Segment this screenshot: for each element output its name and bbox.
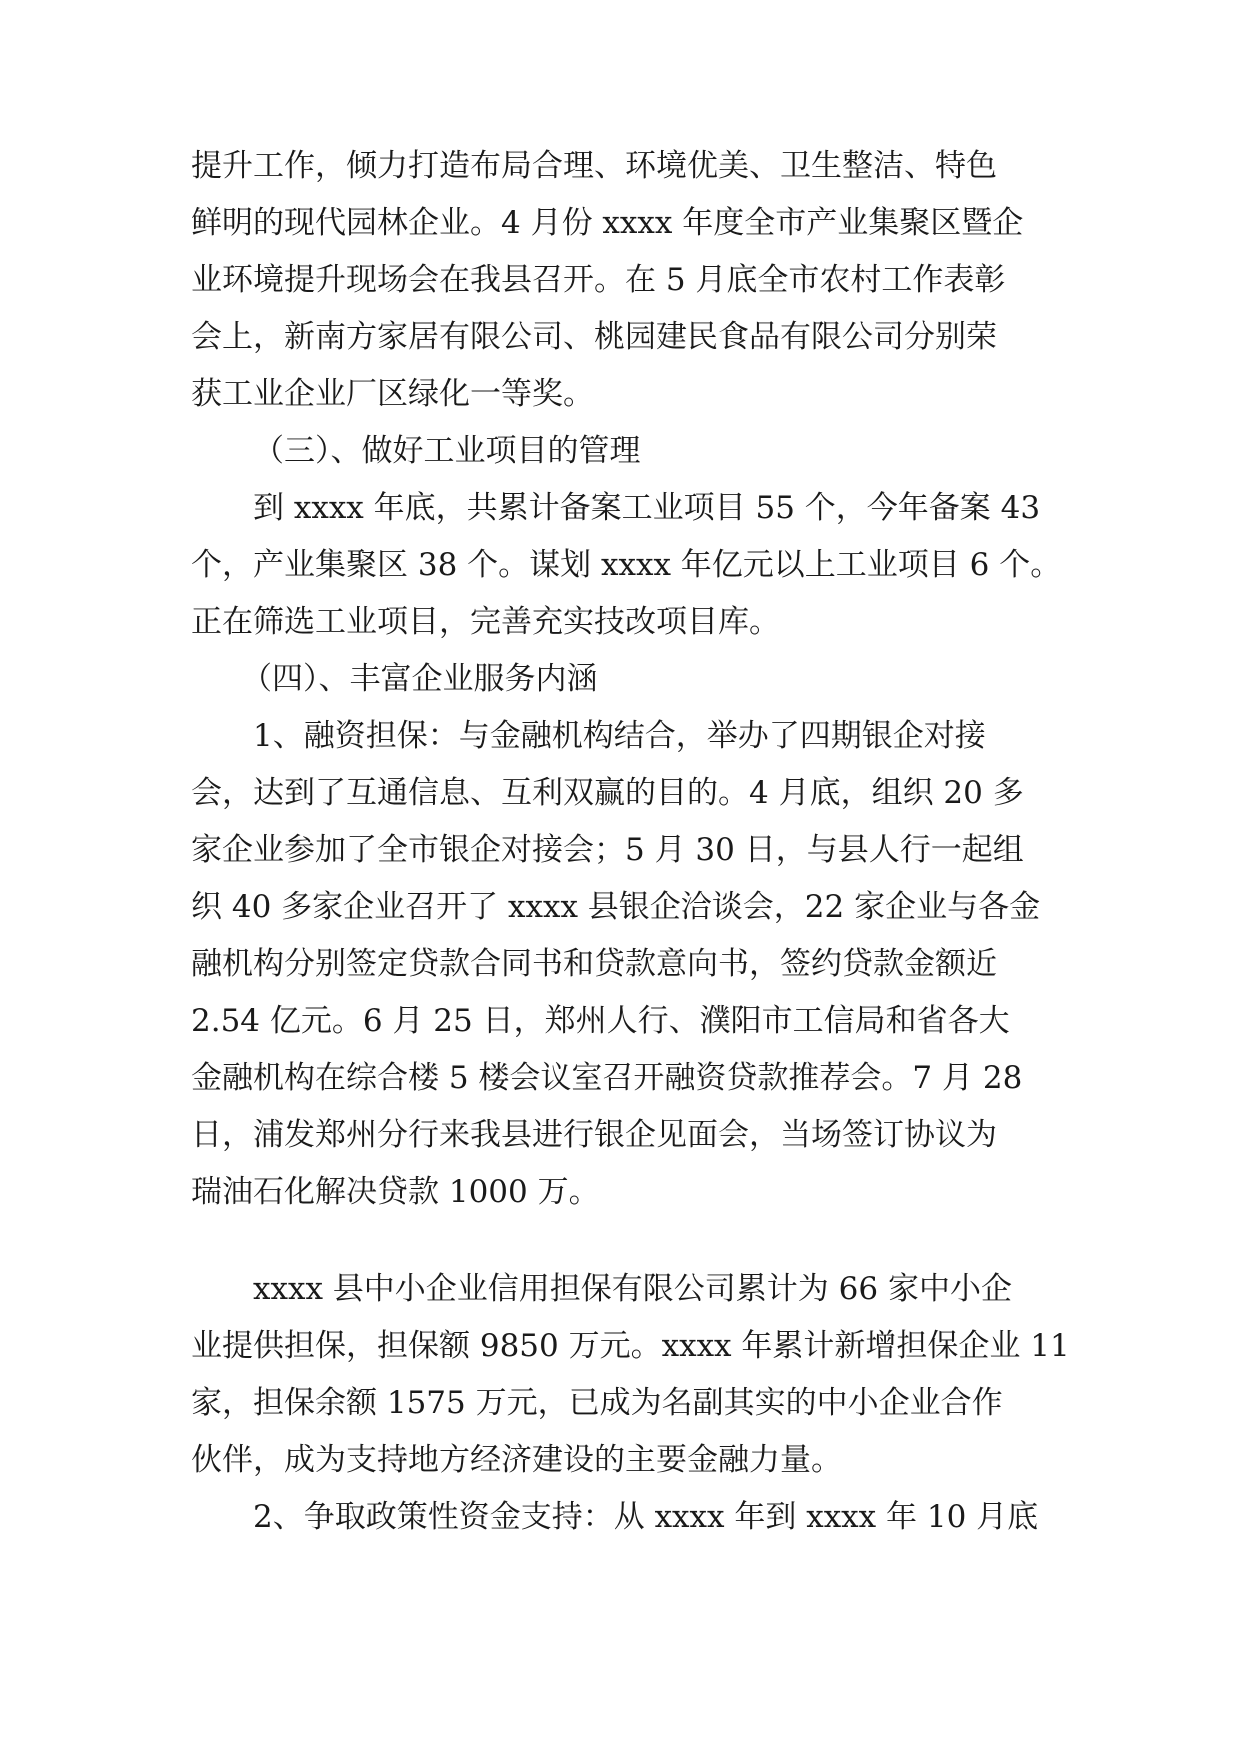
section-heading: （四）、丰富企业服务内涵 bbox=[241, 661, 598, 697]
paragraph-line: 瑞油石化解决贷款 1000 万。 bbox=[191, 1174, 600, 1210]
paragraph-line: 融机构分别签定贷款合同书和贷款意向书，签约贷款金额近 bbox=[191, 946, 997, 982]
paragraph-line: 到 xxxx 年底，共累计备案工业项目 55 个，今年备案 43 bbox=[253, 490, 1041, 526]
paragraph-line: 会上，新南方家居有限公司、桃园建民食品有限公司分别荣 bbox=[191, 319, 997, 355]
paragraph-line: 正在筛选工业项目，完善充实技改项目库。 bbox=[191, 604, 780, 640]
paragraph-line: 个，产业集聚区 38 个。谋划 xxxx 年亿元以上工业项目 6 个。 bbox=[191, 547, 1062, 583]
paragraph-line: 会，达到了互通信息、互利双赢的目的。4 月底，组织 20 多 bbox=[191, 775, 1024, 811]
paragraph-line: 家，担保余额 1575 万元，已成为名副其实的中小企业合作 bbox=[191, 1385, 1003, 1421]
paragraph-line: 业提供担保，担保额 9850 万元。xxxx 年累计新增担保企业 11 bbox=[191, 1328, 1070, 1364]
paragraph-line: 织 40 多家企业召开了 xxxx 县银企洽谈会，22 家企业与各金 bbox=[191, 889, 1041, 925]
paragraph-line: 获工业企业厂区绿化一等奖。 bbox=[191, 376, 594, 412]
paragraph-line: 2、争取政策性资金支持：从 xxxx 年到 xxxx 年 10 月底 bbox=[253, 1499, 1039, 1535]
section-heading: （三）、做好工业项目的管理 bbox=[253, 433, 641, 469]
paragraph-line: 金融机构在综合楼 5 楼会议室召开融资贷款推荐会。7 月 28 bbox=[191, 1060, 1023, 1096]
paragraph-line: 1、融资担保：与金融机构结合，举办了四期银企对接 bbox=[253, 718, 986, 754]
paragraph-line: 鲜明的现代园林企业。4 月份 xxxx 年度全市产业集聚区暨企 bbox=[191, 205, 1024, 241]
paragraph-line: 业环境提升现场会在我县召开。在 5 月底全市农村工作表彰 bbox=[191, 262, 1006, 298]
paragraph-line: 伙伴，成为支持地方经济建设的主要金融力量。 bbox=[191, 1442, 842, 1478]
paragraph-line: xxxx 县中小企业信用担保有限公司累计为 66 家中小企 bbox=[253, 1271, 1012, 1307]
paragraph-line: 日，浦发郑州分行来我县进行银企见面会，当场签订协议为 bbox=[191, 1117, 997, 1153]
paragraph-line: 提升工作，倾力打造布局合理、环境优美、卫生整洁、特色 bbox=[191, 148, 997, 184]
paragraph-line: 2.54 亿元。6 月 25 日，郑州人行、濮阳市工信局和省各大 bbox=[191, 1003, 1010, 1039]
paragraph-line: 家企业参加了全市银企对接会；5 月 30 日，与县人行一起组 bbox=[191, 832, 1024, 868]
